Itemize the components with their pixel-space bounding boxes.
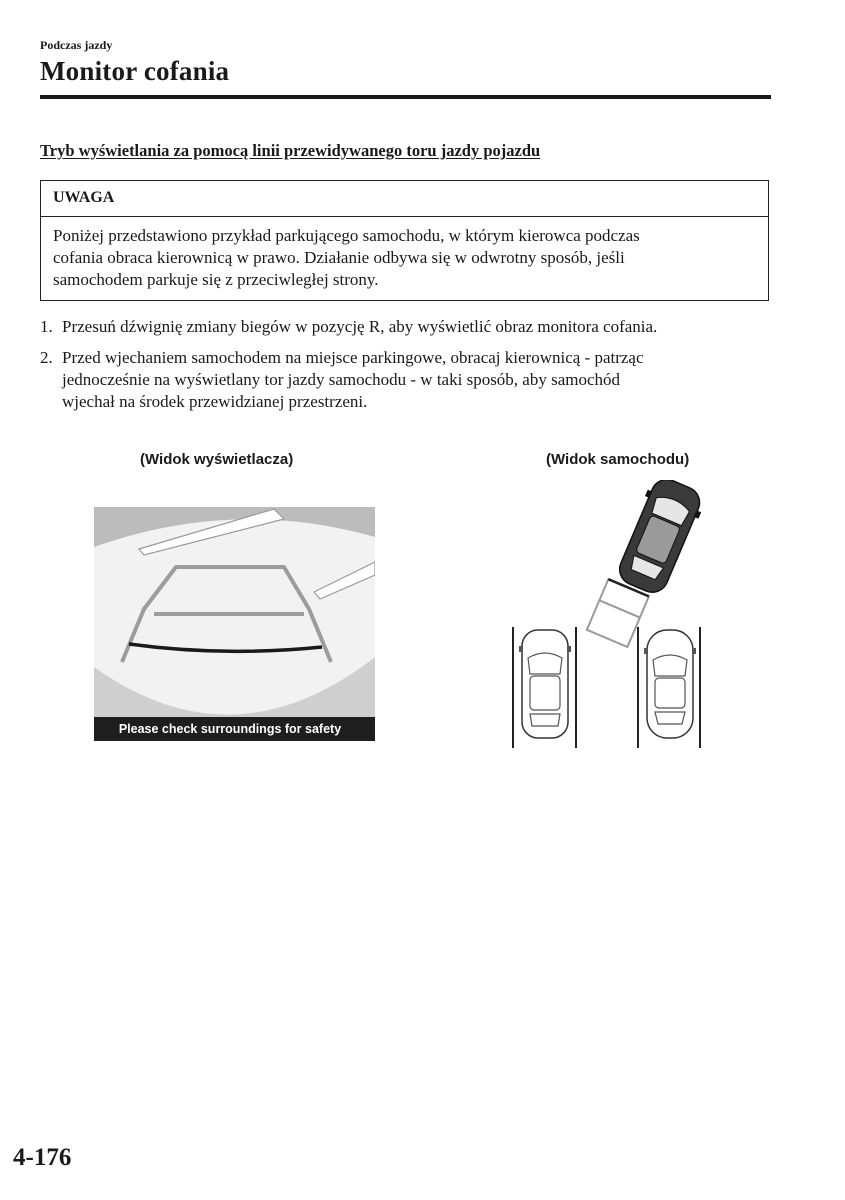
parked-car [519, 630, 571, 738]
display-view-illustration [94, 507, 375, 741]
step-number: 2. [40, 348, 53, 367]
safety-message: Please check surroundings for safety [118, 722, 342, 736]
notice-line: Poniżej przedstawiono przykład parkującego samochodu, w którym kierowca podczas [53, 226, 640, 245]
parked-car [644, 630, 696, 738]
notice-body [41, 217, 768, 291]
notice-line: samochodem parkuje się z przeciwległej strony. [53, 270, 379, 289]
step-number: 1. [40, 317, 53, 336]
display-view-caption: (Widok wyświetlacza) [140, 451, 294, 468]
steps-list [40, 316, 780, 422]
notice-line: cofania obraca kierownicą w prawo. Działanie odbywa się w odwrotny sposób, jeśli [53, 248, 625, 267]
reverse-guide-area [587, 579, 649, 647]
page-number: 4-176 [13, 1144, 72, 1171]
section-label: Podczas jazdy [40, 38, 113, 52]
step-line: Przesuń dźwignię zmiany biegów w pozycję R, aby wyświetlić obraz monitora cofania. [62, 317, 658, 336]
reversing-car [611, 480, 708, 599]
step-item [40, 347, 780, 413]
subheading: Tryb wyświetlania za pomocą linii przewidywanego toru jazdy pojazdu [40, 141, 541, 160]
step-line: jednocześnie na wyświetlany tor jazdy samochodu - w taki sposób, aby samochód [62, 370, 621, 389]
title-rule [40, 95, 771, 99]
page-title: Monitor cofania [40, 56, 230, 86]
step-line: wjechał na środek przewidzianej przestrzeni. [62, 392, 368, 411]
vehicle-view-illustration [505, 480, 720, 750]
notice-title: UWAGA [41, 181, 768, 217]
notice-box [40, 180, 769, 301]
vehicle-view-caption: (Widok samochodu) [546, 451, 690, 468]
step-item [40, 316, 780, 338]
step-line: Przed wjechaniem samochodem na miejsce parkingowe, obracaj kierownicą - patrząc [62, 348, 644, 367]
